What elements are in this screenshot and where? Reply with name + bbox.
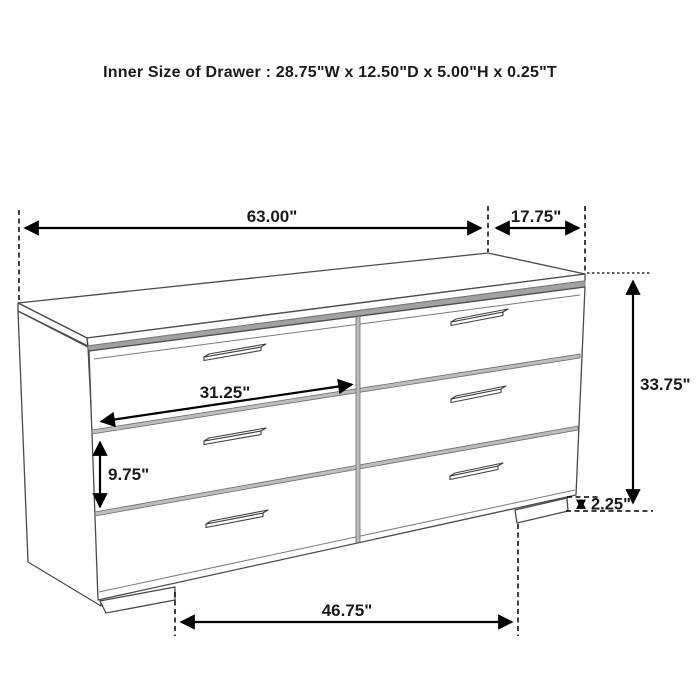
dimension-base-height — [581, 496, 631, 514]
dim-base-width-label: 46.75" — [321, 601, 373, 620]
dresser-illustration — [18, 253, 585, 613]
dimension-overall-height — [633, 281, 691, 503]
dim-overall-width-label: 63.00" — [246, 207, 298, 226]
page-title: Inner Size of Drawer : 28.75"W x 12.50"D x 5.00"H x 0.25"T — [103, 64, 557, 81]
dimension-depth — [496, 207, 579, 228]
dim-base-height-label: 2.25" — [591, 495, 631, 514]
drawer-divider-vertical — [356, 316, 360, 543]
dimension-base-width — [181, 601, 512, 622]
dim-depth-label: 17.75" — [510, 207, 562, 226]
dim-drawer-inner-width-label: 31.25" — [199, 383, 251, 402]
dim-overall-height-label: 33.75" — [640, 375, 691, 394]
dimension-overall-width — [25, 207, 481, 228]
dim-drawer-front-height-label: 9.75" — [108, 465, 150, 484]
